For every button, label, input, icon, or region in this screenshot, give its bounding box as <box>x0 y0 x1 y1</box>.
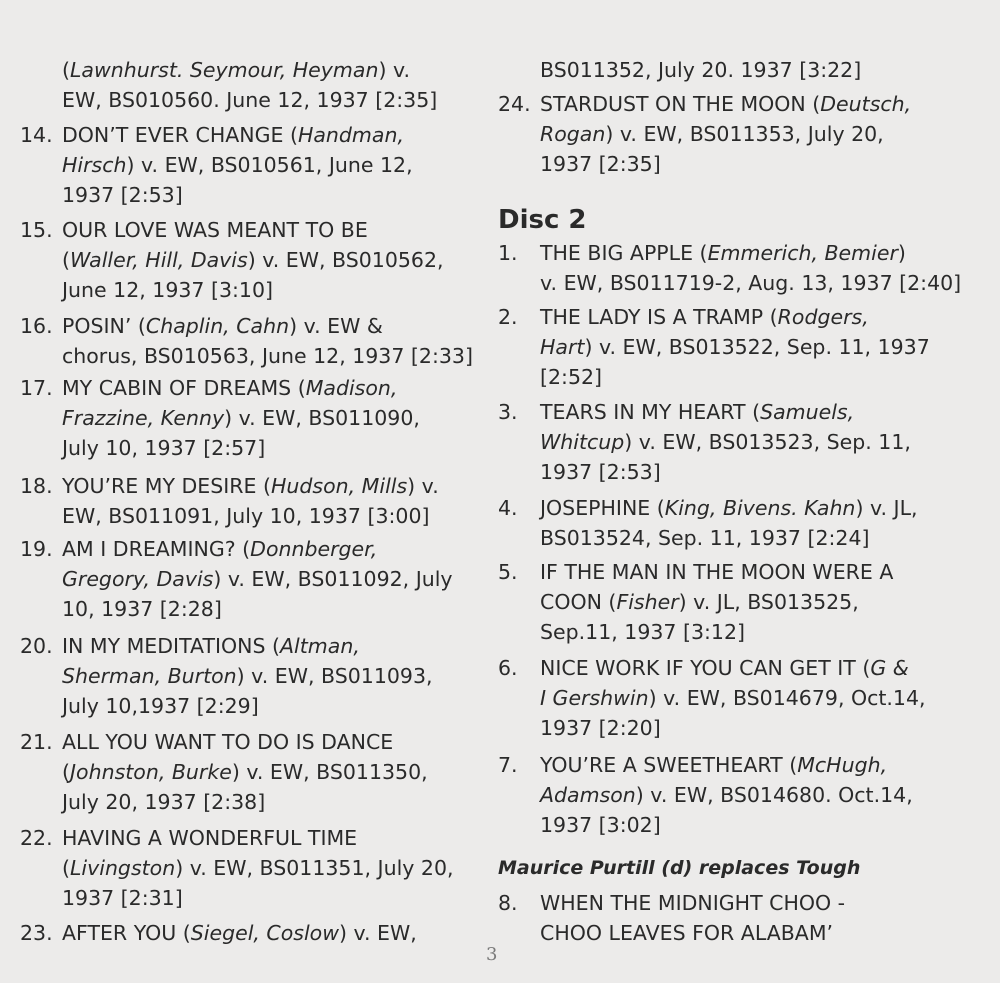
track-number: 14. <box>20 123 53 147</box>
track-details <box>540 302 968 392</box>
text-segment: CHOO LEAVES FOR ALABAM’ <box>540 921 834 945</box>
track-entry <box>20 215 480 305</box>
track-line <box>540 302 968 332</box>
track-line <box>540 119 968 149</box>
text-segment: 1937 [2:53] <box>540 460 661 484</box>
text-segment: MY CABIN OF DREAMS ( <box>62 376 306 400</box>
text-segment: AM I DREAMING? ( <box>62 537 251 561</box>
track-line <box>62 691 480 721</box>
track-number: 23. <box>20 921 53 945</box>
track-line <box>540 713 968 743</box>
composer-credit: Hudson, Mills <box>271 474 408 498</box>
track-number: 5. <box>498 560 518 584</box>
text-segment: 1937 [2:35] <box>540 152 661 176</box>
track-line <box>62 215 480 245</box>
text-segment: ) v. EW, BS010562, <box>247 248 444 272</box>
composer-credit: Chaplin, Cahn <box>145 314 290 338</box>
composer-credit: Rogan <box>540 122 606 146</box>
disc-heading: Disc 2 <box>498 205 587 235</box>
track-details <box>540 653 968 743</box>
track-line <box>62 727 480 757</box>
continuation-line <box>62 55 410 85</box>
track-line <box>540 268 968 298</box>
text-segment: 1937 [2:20] <box>540 716 661 740</box>
track-details <box>62 471 480 531</box>
track-line <box>540 332 968 362</box>
track-entry <box>498 653 968 743</box>
track-entry <box>498 557 968 647</box>
text-segment: TEARS IN MY HEART ( <box>540 400 761 424</box>
track-line <box>62 471 480 501</box>
text-segment: IF THE MAN IN THE MOON WERE A <box>540 560 894 584</box>
text-segment: Sep.11, 1937 [3:12] <box>540 620 745 644</box>
track-entry <box>20 120 480 210</box>
text-segment: June 12, 1937 [3:10] <box>62 278 273 302</box>
track-entry <box>20 727 480 817</box>
text-segment: STARDUST ON THE MOON ( <box>540 92 821 116</box>
track-line <box>62 883 480 913</box>
text-segment: chorus, BS010563, June 12, 1937 [2:33] <box>62 344 473 368</box>
text-segment: ) v. JL, <box>855 496 918 520</box>
track-line <box>62 433 480 463</box>
text-segment: ) v. EW, BS014679, Oct.14, <box>648 686 926 710</box>
composer-credit: Whitcup <box>540 430 625 454</box>
text-segment: v. EW, BS011719-2, Aug. 13, 1937 [2:40] <box>540 271 962 295</box>
track-line <box>62 373 480 403</box>
text-segment: THE BIG APPLE ( <box>540 241 708 265</box>
track-details <box>540 238 968 298</box>
composer-credit: Frazzine, Kenny <box>62 406 225 430</box>
track-line <box>62 501 480 531</box>
text-segment: AFTER YOU ( <box>62 921 191 945</box>
text-segment: IN MY MEDITATIONS ( <box>62 634 281 658</box>
track-line <box>62 150 480 180</box>
track-number: 3. <box>498 400 518 424</box>
text-segment: EW, BS010560. June 12, 1937 [2:35] <box>62 88 438 112</box>
text-segment: ALL YOU WANT TO DO IS DANCE <box>62 730 394 754</box>
composer-credit: Fisher <box>616 590 679 614</box>
track-entry <box>498 89 968 179</box>
text-segment: POSIN’ ( <box>62 314 146 338</box>
track-line <box>62 180 480 210</box>
text-segment: ) v. EW, BS011090, <box>224 406 420 430</box>
track-line <box>540 653 968 683</box>
track-number: 19. <box>20 537 53 561</box>
track-details <box>62 120 480 210</box>
track-line <box>540 427 968 457</box>
track-entry <box>498 302 968 392</box>
text-segment: COON ( <box>540 590 617 614</box>
track-line <box>540 888 968 918</box>
text-segment: [2:52] <box>540 365 603 389</box>
text-segment: ) v. EW, BS011350, <box>231 760 428 784</box>
continuation-line <box>62 85 437 115</box>
composer-credit: Hirsch <box>62 153 127 177</box>
track-line <box>62 534 480 564</box>
track-line <box>540 238 968 268</box>
track-details <box>62 631 480 721</box>
track-entry <box>498 238 968 298</box>
track-details <box>62 918 480 948</box>
text-segment: HAVING A WONDERFUL TIME <box>62 826 358 850</box>
track-entry <box>498 750 968 840</box>
track-line <box>540 362 968 392</box>
text-segment: ) v. EW, BS011353, July 20, <box>605 122 884 146</box>
track-entry <box>20 534 480 624</box>
composer-credit: Lawnhurst. Seymour, Heyman <box>70 58 379 82</box>
track-line <box>62 631 480 661</box>
text-segment: July 10,1937 [2:29] <box>62 694 259 718</box>
track-entry <box>498 888 968 948</box>
track-line <box>540 587 968 617</box>
track-details <box>62 727 480 817</box>
track-line <box>540 523 968 553</box>
text-segment: ) v. <box>407 474 439 498</box>
composer-credit: Rodgers, <box>777 305 869 329</box>
composer-credit: McHugh, <box>797 753 888 777</box>
text-segment: NICE WORK IF YOU CAN GET IT ( <box>540 656 871 680</box>
track-details <box>62 215 480 305</box>
track-number: 7. <box>498 753 518 777</box>
track-line <box>540 750 968 780</box>
track-entry <box>498 397 968 487</box>
track-number: 4. <box>498 496 518 520</box>
text-segment: ) v. EW, BS014680. Oct.14, <box>635 783 913 807</box>
composer-credit: Waller, Hill, Davis <box>70 248 248 272</box>
track-line <box>540 89 968 119</box>
track-line <box>62 341 480 371</box>
composer-credit: Emmerich, Bemier <box>707 241 898 265</box>
track-details <box>540 750 968 840</box>
composer-credit: G & <box>870 656 909 680</box>
text-segment: DON’T EVER CHANGE ( <box>62 123 298 147</box>
track-details <box>540 557 968 647</box>
track-details <box>540 397 968 487</box>
track-line <box>62 594 480 624</box>
text-segment: OUR LOVE WAS MEANT TO BE <box>62 218 368 242</box>
text-segment: ) v. EW, BS013523, Sep. 11, <box>624 430 911 454</box>
text-segment: THE LADY IS A TRAMP ( <box>540 305 778 329</box>
track-number: 21. <box>20 730 53 754</box>
track-line <box>62 661 480 691</box>
track-line <box>540 617 968 647</box>
text-segment: ) v. EW, BS011351, July 20, <box>175 856 454 880</box>
track-entry <box>498 493 968 553</box>
track-number: 8. <box>498 891 518 915</box>
composer-credit: Donnberger, <box>250 537 378 561</box>
track-number: 1. <box>498 241 518 265</box>
track-line <box>540 557 968 587</box>
composer-credit: Sherman, Burton <box>62 664 237 688</box>
track-line <box>540 810 968 840</box>
text-segment: WHEN THE MIDNIGHT CHOO - <box>540 891 846 915</box>
track-number: 22. <box>20 826 53 850</box>
track-line <box>540 493 968 523</box>
text-segment: ) v. JL, BS013525, <box>678 590 859 614</box>
text-segment: ) v. <box>378 58 411 82</box>
track-line <box>62 120 480 150</box>
track-line <box>62 245 480 275</box>
track-number: 20. <box>20 634 53 658</box>
track-number: 24. <box>498 92 531 116</box>
text-segment: 1937 [3:02] <box>540 813 661 837</box>
text-segment: July 10, 1937 [2:57] <box>62 436 266 460</box>
text-segment: ( <box>62 58 70 82</box>
track-line <box>540 780 968 810</box>
track-line <box>62 787 480 817</box>
composer-credit: Hart <box>540 335 585 359</box>
composer-credit: Livingston <box>70 856 176 880</box>
track-line <box>62 757 480 787</box>
track-line <box>62 564 480 594</box>
track-entry <box>20 311 480 371</box>
text-segment: ) <box>897 241 906 265</box>
text-segment: ) v. EW, <box>338 921 417 945</box>
track-line <box>540 457 968 487</box>
composer-credit: Johnston, Burke <box>70 760 232 784</box>
track-details <box>62 534 480 624</box>
track-line <box>62 275 480 305</box>
track-details <box>62 823 480 913</box>
track-entry <box>20 471 480 531</box>
track-number: 15. <box>20 218 53 242</box>
text-segment: ) v. EW & <box>289 314 383 338</box>
track-details <box>540 493 968 553</box>
track-line <box>540 918 968 948</box>
track-line <box>62 823 480 853</box>
track-line <box>540 149 968 179</box>
composer-credit: Samuels, <box>760 400 855 424</box>
track-line <box>62 311 480 341</box>
track-entry <box>20 373 480 463</box>
text-segment: ) v. EW, BS011093, <box>236 664 433 688</box>
track-entry <box>20 918 480 948</box>
track-details <box>540 89 968 179</box>
track-line <box>540 397 968 427</box>
track-details <box>62 373 480 463</box>
text-segment: ( <box>62 760 70 784</box>
composer-credit: Gregory, Davis <box>62 567 214 591</box>
text-segment: 1937 [2:31] <box>62 886 183 910</box>
track-number: 6. <box>498 656 518 680</box>
text-segment: EW, BS011091, July 10, 1937 [3:00] <box>62 504 430 528</box>
text-segment: ) v. EW, BS010561, June 12, <box>126 153 413 177</box>
track-details <box>540 888 968 948</box>
composer-credit: Adamson <box>540 783 636 807</box>
text-segment: YOU’RE MY DESIRE ( <box>62 474 272 498</box>
track-line <box>62 403 480 433</box>
text-segment: 1937 [2:53] <box>62 183 183 207</box>
text-segment: ( <box>62 248 70 272</box>
text-segment: ( <box>62 856 70 880</box>
text-segment: YOU’RE A SWEETHEART ( <box>540 753 798 777</box>
track-line <box>62 918 480 948</box>
continuation-line <box>540 55 861 85</box>
composer-credit: Madison, <box>305 376 398 400</box>
composer-credit: King, Bivens. Kahn <box>664 496 856 520</box>
text-segment: JOSEPHINE ( <box>540 496 665 520</box>
personnel-note: Maurice Purtill (d) replaces Tough <box>498 857 861 879</box>
page-number: 3 <box>486 944 498 965</box>
composer-credit: Handman, <box>297 123 404 147</box>
track-number: 16. <box>20 314 53 338</box>
text-segment: July 20, 1937 [2:38] <box>62 790 266 814</box>
text-segment: BS011352, July 20. 1937 [3:22] <box>540 58 862 82</box>
track-number: 17. <box>20 376 53 400</box>
track-line <box>540 683 968 713</box>
text-segment: BS013524, Sep. 11, 1937 [2:24] <box>540 526 870 550</box>
composer-credit: I Gershwin <box>540 686 649 710</box>
track-entry <box>20 631 480 721</box>
text-segment: 10, 1937 [2:28] <box>62 597 222 621</box>
text-segment: ) v. EW, BS013522, Sep. 11, 1937 <box>584 335 930 359</box>
composer-credit: Siegel, Coslow <box>190 921 339 945</box>
track-entry <box>20 823 480 913</box>
composer-credit: Deutsch, <box>820 92 912 116</box>
composer-credit: Altman, <box>280 634 360 658</box>
track-details <box>62 311 480 371</box>
track-number: 2. <box>498 305 518 329</box>
track-number: 18. <box>20 474 53 498</box>
track-line <box>62 853 480 883</box>
text-segment: ) v. EW, BS011092, July <box>213 567 453 591</box>
